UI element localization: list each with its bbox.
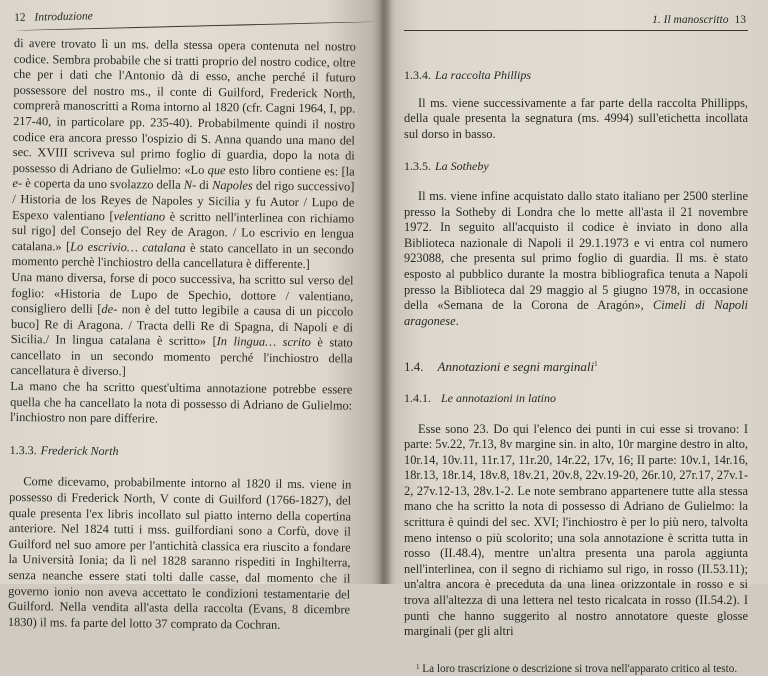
italic-run: velentiano [113,208,166,224]
paragraph: La mano che ha scritto quest'ultima annotazione potrebbe essere quella che ha cancellato la nota di possesso di Adriano de Gulielmo: l'inchiostro non pare differire. [9,379,353,426]
section-title: La raccolta Phillips [435,68,531,82]
section-number: 1.4.1. [404,390,431,405]
running-head-title: 1. Il manoscritto [652,14,729,26]
italic-run: e- [12,176,23,191]
text-run: non è del tutto legibile a causa di un piccolo buco] Re di Aragona. / Tracta delli Re di Spagna, di Napoli e di Sicilia./ In lingua catalana è scritto» [ [10,302,354,349]
paragraph [10,270,353,383]
paragraph [12,36,356,273]
paragraph-end: . [455,313,459,328]
section-heading-1-3-5 [404,159,748,175]
section-number: 1.3.3. [9,442,37,458]
left-page-body [8,36,356,634]
section-number: 1.4. [404,359,424,375]
header-rule [404,30,748,31]
text-run: «Lo [180,162,208,177]
footnote-reference[interactable]: 1 [594,360,598,369]
section-title: Annotazioni e segni marginali [437,359,595,375]
section-title: La Sotheby [435,159,489,174]
text-run: del rigo successivo] / Historia de los Reyes de Napoles y Sicilia y fu Autor / Lupo de Espexo valentiano [ [12,178,355,223]
section-heading-1-3-3 [10,443,352,462]
text-run: Una mano diversa, forse di poco successiva, ha scritto sul verso del foglio: «Historia de Lupo de Spechio, dottore / valentiano, consigliero delli [ [11,269,354,317]
italic-run: Lo escrivio… catalana [70,239,186,255]
section-heading-1-4-1 [404,391,748,407]
section-number: 1.3.5. [404,159,431,174]
section-number: 1.3.4. [404,68,431,82]
paragraph-text: di avere trovato lì un ms. della stessa opera contenuta nel nostro codice. Sembra probabile che si tratti proprio del nostro codice, oltre che per i dati che l'Antonio dà di esso, anche perché il futuro possessore del nostro ms., il conte di Guilford, Frederick North, comprerà manoscritti a Roma intorno al 1820 (cfr. Cagni 1964, I, pp. 217-40, in particolare pp. 235-40). Probabilmente quindi il nostro codice era ancora presso l'ospizio di S. Anna quando una mano del sec. XVIII scriveva sul primo foglio di guardia, dopo la nota di possesso di Adriano de Gulielmo: [12,36,356,177]
italic-run: de- [101,302,118,317]
paragraph: Esse sono 23. Do qui l'elenco dei punti in cui esse si trovano: I parte: 5v.22, 7r.13, 8v margine sin. in alto, 10r margine destro in alto, 10r.14, 10v.11, 11r.17, 11r.20, 14r.22, 17v, 16; II parte: 10v.1, 14r.16, 18r.13, 18r.14, 18v.8, 18v.21, 20v.8, 22v.19-20, 26r.10, 27r.17, 27v.1-2, 27v.12-13, 28v.1-2. Le note sembrano appartenere tutte alla stessa mano che ha scritto la nota di possesso di Adriano de Gulielmo: la scrittura è quindi del sec. XVI; l'inchiostro è per lo più nero, talvolta meno intenso o più scolorito; una sola annotazione è scritta tutta in rosso (II.48.4), mentre un'altra presenta una parola aggiunta nell'interlinea, con il segno di richiamo sul rigo, in rosso (II.53.11); un'altra ancora è preceduta da una linea orizzontale in rosso e si trova all'altezza di una lettera nel testo ricalcata in rosso (II.54.2). I punti che hanno suggerito al nostro annotatore queste glosse marginali (per gli altri [404,421,748,639]
page-number: 13 [734,14,746,26]
quoted-note [12,163,355,272]
running-head-title: Introduzione [34,10,93,24]
footnote [404,662,748,676]
book-gutter [378,0,392,584]
italic-run: que [207,162,226,177]
section-title: Frederick North [40,443,119,458]
paragraph [404,189,748,329]
text-run: è scritto nell'interlinea con richiamo sul rigo] del Consejo del Rey de Aragon. / Lo escrivio en lengua catalana.» [ [11,209,355,254]
text-run: esto libro contiene es: [la [225,162,355,179]
text-run: è coperta da uno svolazzo della [22,176,184,193]
paragraph: Come dicevamo, probabilmente intorno al 1820 il ms. viene in possesso di Frederick North, V conte di Guilford (1766-1827), del quale presenta l'ex libris incollato sul piatto interno della copertina anteriore. Nel 1824 tutti i mss. guilfordiani sono a Corfù, dove il Guilford nel suo amore per l'antichità classica era riuscito a fondare la Università Ionia; da lì nel 1828 saranno rispediti in Inghilterra, senza neanche essere stati tolti dalle casse, dal momento che il governo ionio non aveva accettato le condizioni testamentarie del Guilford. Nella vendita all'asta della raccolta (Evans, 8 dicembre 1830) il ms. fa parte del lotto 37 comprato da Cochran. [7,474,352,632]
text-run: è stato cancellato in un secondo momento perché l'inchiostro della cancellatura è diverso.] [10,335,353,379]
footnote-mark: 1 [416,662,420,671]
right-running-head [652,14,746,26]
text-run: di [196,178,213,193]
right-page-body [404,38,748,676]
page-number: 12 [14,11,26,24]
section-title: Le annotazioni in latino [441,390,557,405]
section-heading-1-3-4 [404,68,748,84]
paragraph: Il ms. viene successivamente a far parte della raccolta Phillipps, della quale presenta la segnatura (ms. 4994) sull'etichetta incollata sul dorso in basso. [404,95,748,141]
italic-run: In lingua… scrito [216,334,311,350]
italic-run: Napoles [212,178,253,193]
exhibition-title: Cimeli di Napoli aragonese [404,298,749,328]
footnote-text: La loro trascrizione o descrizione si trova nell'apparato critico al testo. [422,662,738,675]
text-run: è stato cancellato in un secondo momento perchè l'inchiostro della cancellatura è differente.] [11,240,354,272]
section-heading-1-4 [404,359,748,375]
paragraph-text: Il ms. viene infine acquistato dallo stato italiano per 2500 sterline presso la Sotheby di Londra che lo mette all'asta il 21 novembre 1972. In seguito all'acquisto il codice è inviato in dono alla Biblioteca nazionale di Napoli il 29.1.1973 e vi entra col numero 923088, che presenta sul primo foglio di guardia. Il ms. è stato esposto al pubblico durante la mostra bibliografica tenuta a Napoli presso la Biblioteca dal 29 maggio al 5 giugno 1978, in occasione della «Semana de la Corona de Aragón», [404,188,748,313]
italic-run: N- [183,178,197,193]
